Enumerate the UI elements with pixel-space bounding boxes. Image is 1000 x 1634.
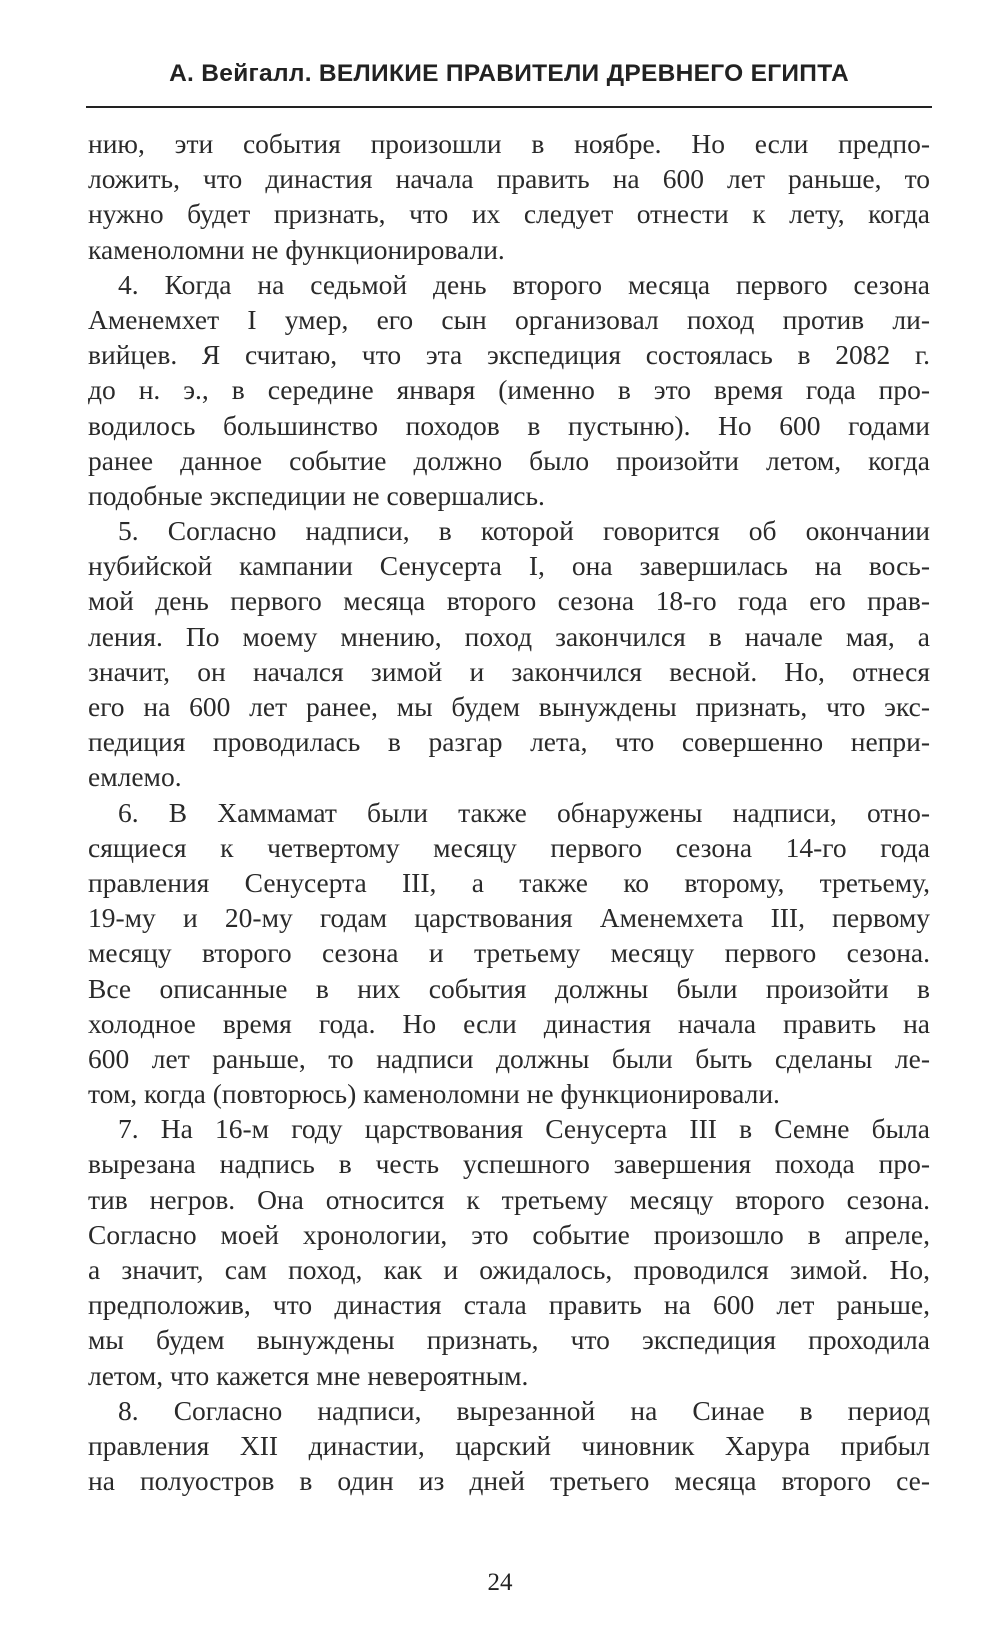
header-rule — [86, 106, 932, 108]
paragraph-item-5 — [88, 513, 930, 795]
text-line: месяцу второго сезона и третьему месяцу первого сезона. — [88, 937, 930, 969]
text-line: ранее данное событие должно было произойти летом, когда — [88, 444, 930, 476]
text-line: его на 600 лет ранее, мы будем вынуждены признать, что экс- — [88, 691, 930, 722]
text-line: тив негров. Она относится к третьему месяцу второго сезона. — [88, 1183, 930, 1215]
page-number: 24 — [487, 1569, 513, 1596]
text-line: 19-му и 20-му годам царствования Аменемхета III, первому — [88, 902, 930, 934]
text-line: а значит, сам поход, как и ожидалось, проводился зимой. Но, — [88, 1254, 930, 1285]
text-line: 7. На 16-м году царствования Сенусерта III в Семне была — [118, 1113, 930, 1145]
text-line: летом, что кажется мне невероятным. — [88, 1359, 529, 1391]
text-line: Аменемхет I умер, его сын организовал поход против ли- — [88, 303, 930, 335]
text-line: каменоломни не функционировали. — [88, 233, 505, 265]
paragraph-continuation — [88, 126, 930, 267]
text-line: правления XII династии, царский чиновник Харура прибыл — [88, 1429, 930, 1461]
text-line: водилось большинство походов в пустыню). Но 600 годами — [88, 409, 930, 441]
text-line: сящиеся к четвертому месяцу первого сезона 14-го года — [88, 831, 930, 863]
text-line: 8. Согласно надписи, вырезанной на Синае в период — [118, 1394, 930, 1426]
text-line: мой день первого месяца второго сезона 18-го года его прав- — [88, 585, 930, 617]
text-line: том, когда (повторюсь) каменоломни не функционировали. — [88, 1078, 780, 1110]
text-line: вийцев. Я считаю, что эта экспедиция состоялась в 2082 г. — [88, 339, 930, 371]
text-line: мы будем вынуждены признать, что экспедиция проходила — [88, 1324, 930, 1356]
text-line: значит, он начался зимой и закончился весной. Но, отнеся — [88, 655, 930, 687]
paragraph-item-8 — [88, 1393, 930, 1499]
running-head-title: А. Вейгалл. ВЕЛИКИЕ ПРАВИТЕЛИ ДРЕВНЕГО ЕГИПТА — [169, 60, 849, 87]
text-line: ления. По моему мнению, поход закончился в начале мая, а — [88, 620, 930, 652]
text-line: нубийской кампании Сенусерта I, она завершилась на вось- — [88, 550, 930, 582]
text-line: Согласно моей хронологии, это событие произошло в апреле, — [88, 1218, 930, 1250]
text-line: подобные экспедиции не совершались. — [88, 479, 545, 511]
text-line: 6. В Хаммамат были также обнаружены надписи, отно- — [118, 796, 930, 828]
text-line: предположив, что династия стала править на 600 лет раньше, — [88, 1289, 930, 1321]
text-line: Все описанные в них события должны были произойти в — [88, 972, 930, 1004]
text-line: на полуостров в один из дней третьего месяца второго се- — [88, 1465, 930, 1497]
text-line: до н. э., в середине января (именно в это время года про- — [88, 374, 930, 406]
text-line: 4. Когда на седьмой день второго месяца первого сезона — [118, 268, 930, 300]
text-line: холодное время года. Но если династия начала править на — [88, 1007, 930, 1039]
text-line: 5. Согласно надписи, в которой говорится об окончании — [118, 515, 930, 547]
text-line: нию, эти события произошли в ноябре. Но если предпо- — [88, 128, 930, 159]
paragraph-item-7 — [88, 1111, 930, 1393]
text-line: нужно будет признать, что их следует отнести к лету, когда — [88, 198, 930, 230]
paragraph-item-4 — [88, 267, 930, 513]
text-line: емлемо. — [88, 761, 182, 793]
paragraph-item-6 — [88, 795, 930, 1112]
text-line: правления Сенусерта III, а также ко второму, третьему, — [88, 866, 930, 898]
body-text — [88, 126, 930, 1498]
text-line: 600 лет раньше, то надписи должны были быть сделаны ле- — [88, 1042, 930, 1074]
text-line: вырезана надпись в честь успешного завершения похода про- — [88, 1148, 930, 1180]
text-line: ложить, что династия начала править на 600 лет раньше, то — [88, 163, 930, 195]
text-line: педиция проводилась в разгар лета, что совершенно непри- — [88, 726, 930, 758]
